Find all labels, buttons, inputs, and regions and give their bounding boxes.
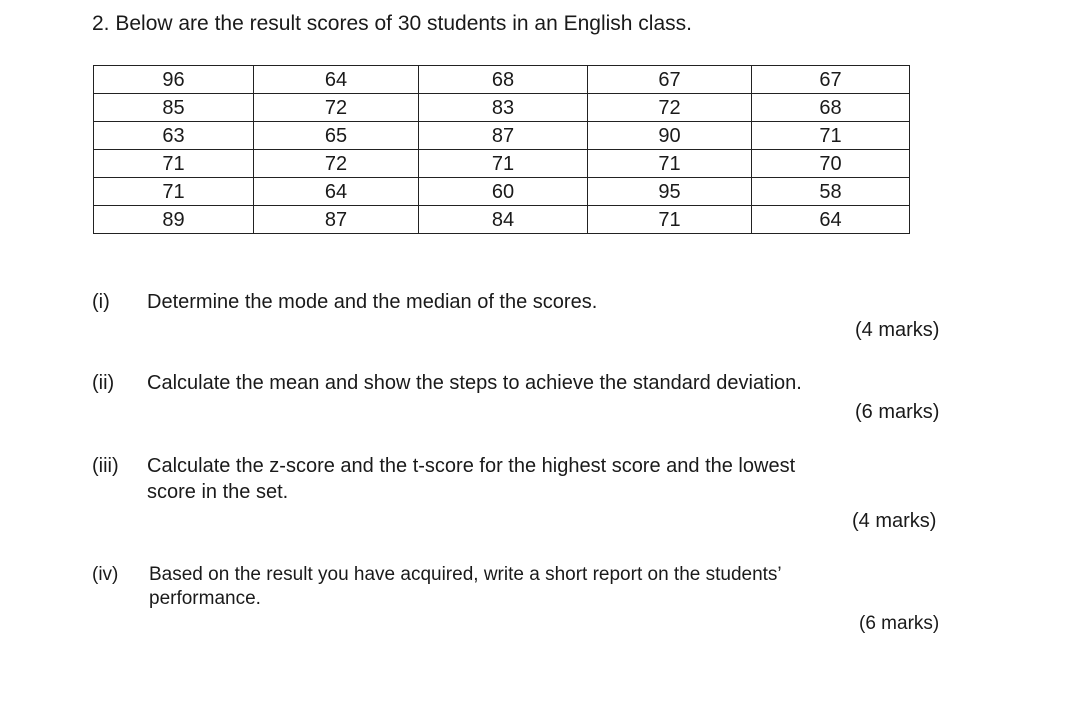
table-cell: 87	[254, 206, 419, 234]
question-number: (iv)	[92, 564, 119, 585]
marks-label: (4 marks)	[855, 319, 940, 341]
question-number: (iii)	[92, 455, 119, 477]
table-cell: 58	[752, 178, 910, 206]
table-cell: 72	[254, 150, 419, 178]
question-text: Based on the result you have acquired, write a short report on the students’	[149, 564, 782, 585]
table-cell: 89	[94, 206, 254, 234]
marks-label: (4 marks)	[852, 510, 937, 532]
table-cell: 95	[588, 178, 752, 206]
table-cell: 60	[419, 178, 588, 206]
question-text: performance.	[149, 588, 261, 609]
table-cell: 85	[94, 94, 254, 122]
table-cell: 63	[94, 122, 254, 150]
table-cell: 90	[588, 122, 752, 150]
table-cell: 87	[419, 122, 588, 150]
table-cell: 71	[94, 178, 254, 206]
marks-label: (6 marks)	[859, 613, 940, 634]
table-cell: 96	[94, 66, 254, 94]
table-cell: 67	[752, 66, 910, 94]
table-cell: 68	[419, 66, 588, 94]
question-text: score in the set.	[147, 481, 289, 503]
table-row	[94, 66, 910, 94]
table-cell: 64	[254, 178, 419, 206]
table-cell: 65	[254, 122, 419, 150]
question-text: Calculate the mean and show the steps to achieve the standard deviation.	[147, 372, 802, 394]
table-cell: 67	[588, 66, 752, 94]
table-cell: 71	[94, 150, 254, 178]
table-cell: 64	[254, 66, 419, 94]
table-row	[94, 150, 910, 178]
question-title: 2. Below are the result scores of 30 students in an English class.	[92, 12, 692, 35]
table-cell: 71	[419, 150, 588, 178]
table-row	[94, 206, 910, 234]
table-cell: 70	[752, 150, 910, 178]
question-text: Determine the mode and the median of the scores.	[147, 291, 598, 313]
table-row	[94, 178, 910, 206]
table-cell: 83	[419, 94, 588, 122]
table-cell: 64	[752, 206, 910, 234]
marks-label: (6 marks)	[855, 401, 940, 423]
table-cell: 71	[588, 150, 752, 178]
table-cell: 71	[752, 122, 910, 150]
table-cell: 72	[588, 94, 752, 122]
table-row	[94, 94, 910, 122]
question-number: (i)	[92, 291, 110, 313]
table-cell: 84	[419, 206, 588, 234]
table-row	[94, 122, 910, 150]
question-i	[92, 290, 932, 316]
question-ii	[92, 371, 932, 397]
scores-table	[93, 65, 910, 234]
table-cell: 71	[588, 206, 752, 234]
table-cell: 72	[254, 94, 419, 122]
question-text: Calculate the z-score and the t-score for the highest score and the lowest	[147, 455, 796, 477]
question-number: (ii)	[92, 372, 115, 394]
question-iii	[92, 454, 932, 506]
table-cell: 68	[752, 94, 910, 122]
question-iv	[92, 562, 932, 612]
